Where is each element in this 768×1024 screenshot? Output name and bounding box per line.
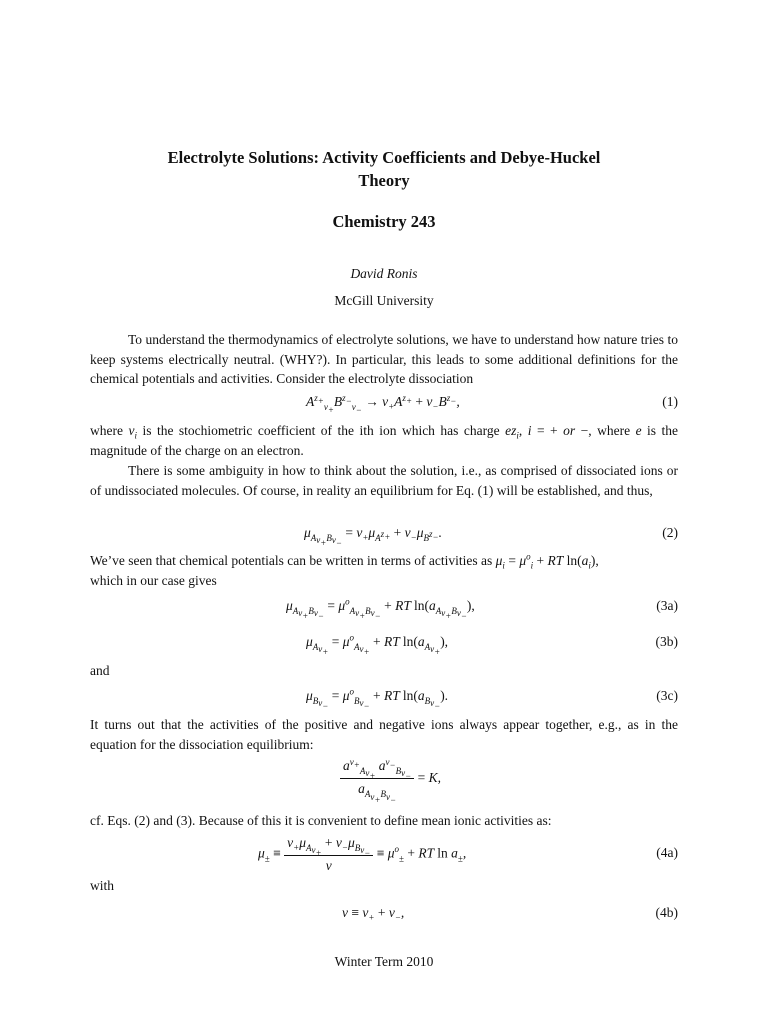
text-with: with — [90, 878, 115, 893]
equation-3a: $\mu_{A_{\nu_+}B_{\nu_-}} = \mu^o_{A_{\nu_+}B_{\nu_-}}$ + RT $\ln(a_{A_{\nu_+}B_{\nu_-}})$, (3a) — [286, 596, 678, 622]
equation-equilibrium-constant: $\frac{a^{\nu_+}_{A_{\nu_+}} a^{\nu_-}_{B_{\nu_-}}}{a_{A_{\nu_+}B_{\nu_-}}}$ = K, — [90, 758, 678, 806]
paragraph-activities: We’ve seen that chemical potentials can be written in terms of activities as $\mu_i = \mu^o_i$ + RT $\ln(a_i)$, which in our case gives — [90, 551, 599, 588]
equation-2: $\mu_{A_{\nu_+}B_{\nu_-}} = \nu_+\mu_{A^{z_+}} + \nu_-\mu_{B^{z_-}}$. (2) — [304, 525, 678, 549]
equation-number: (4b) — [655, 905, 678, 920]
title-line-1: Electrolyte Solutions: Activity Coefficients and Debye-Huckel — [167, 148, 601, 167]
equation-4a: $\mu_\pm$ ≡ $\frac{\nu_+\mu_{A_{\nu_+}} + \nu_-\mu_{B_{\nu_-}}}{\nu}$ ≡ $\mu^o_\pm$ + RT $\ln a_\pm$, (4a) — [258, 835, 678, 874]
equation-1: $A^{z_+}_{\nu_+}B^{z_-}_{\nu_-} \to \nu_+A^{z_+} + \nu_-B^{z_-}$, (1) — [306, 392, 678, 415]
equation-number: (2) — [662, 525, 678, 540]
course-name: Chemistry 243 — [332, 212, 436, 231]
paragraph-ambiguity: There is some ambiguity in how to think about the solution, i.e., as comprised of dissociated ions or of undissociated molecules. Of course, in reality an equilibrium for Eq. (1) will be established, and thus, — [90, 463, 678, 498]
equation-number: (3a) — [656, 598, 678, 613]
equation-number: (1) — [662, 394, 678, 409]
equation-number: (3b) — [655, 634, 678, 649]
affiliation: McGill University — [334, 293, 434, 308]
equation-3b: $\mu_{A_{\nu_+}} = \mu^o_{A_{\nu_+}}$ + RT $\ln(a_{A_{\nu_+}})$, (3b) — [306, 632, 678, 658]
equation-3c: $\mu_{B_{\nu_-}} = \mu^o_{B_{\nu_-}}$ + RT $\ln(a_{B_{\nu_-}})$. (3c) — [306, 686, 678, 712]
equation-4b: $\nu \equiv \nu_+ + \nu_-$, (4b) — [342, 905, 678, 923]
paragraph-mean-ionic: cf. Eqs. (2) and (3). Because of this it is convenient to define mean ionic activities as: — [90, 813, 552, 828]
equation-number: (4a) — [656, 845, 678, 860]
text-and: and — [90, 663, 110, 678]
author-name: David Ronis — [350, 266, 418, 281]
paragraph-equilibrium: It turns out that the activities of the positive and negative ions always appear together, e.g., as in the equation for the dissociation equilibrium: — [90, 717, 678, 752]
title-line-2: Theory — [358, 171, 410, 190]
page-footer: Winter Term 2010 — [334, 954, 434, 969]
equation-number: (3c) — [656, 688, 678, 703]
paragraph-definitions: where $\nu_i$ is the stochiometric coefficient of the ith ion which has charge $ez_i$, i = + or −, where e is the magnitude of the charge on an electron. — [90, 423, 679, 458]
document-title — [0, 146, 768, 192]
paragraph-intro: To understand the thermodynamics of electrolyte solutions, we have to understand how nature tries to keep systems electrically neutral. (WHY?). In particular, this leads to some additional definitions for the chemical potentials and activities. Consider the electrolyte dissociation — [90, 332, 678, 386]
